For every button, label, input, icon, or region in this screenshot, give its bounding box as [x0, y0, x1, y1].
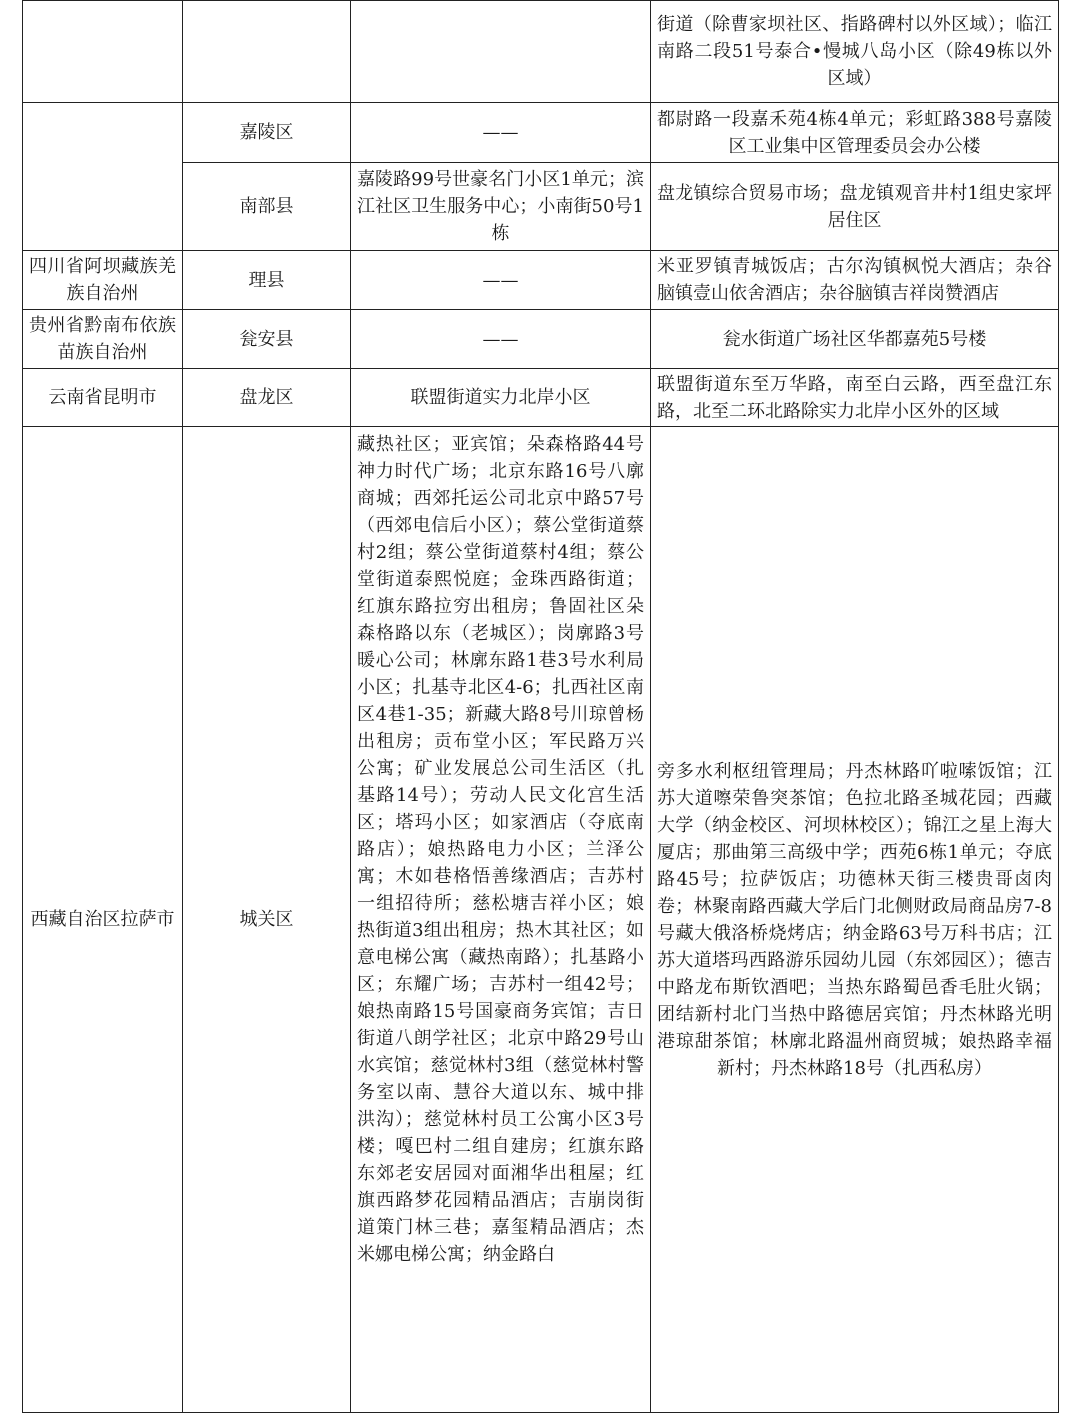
city-cell: 贵州省黔南布依族苗族自治州 [23, 310, 183, 369]
medium-risk-cell: 旁多水利枢纽管理局；丹杰林路吖啦嗦饭馆；江苏大道嚓荣鲁突茶馆；色拉北路圣城花园；西藏大学（纳金校区、河坝林校区）；锦江之星上海大厦店；那曲第三高级中学；西苑6栋1单元；夺底路45号；拉萨饭店；功德林天街三楼贵哥卤肉卷；林聚南路西藏大学后门北侧财政局商品房7-8号藏大俄洛桥烧烤店；纳金路63号万科书店；江苏大道塔玛西路游乐园幼儿园（东郊园区）；德吉中路龙布斯钦酒吧；当热东路蜀邑香毛肚火锅；团结新村北门当热中路德居宾馆；丹杰林路光明港琼甜茶馆；林廓北路温州商贸城；娘热路幸福新村；丹杰林路18号（扎西私房） [651, 427, 1059, 1413]
high-risk-cell: —— [351, 310, 651, 369]
table-row [23, 1, 1059, 103]
table-row [23, 369, 1059, 427]
district-cell [183, 1, 351, 103]
city-cell [23, 103, 183, 163]
medium-risk-cell: 都尉路一段嘉禾苑4栋4单元；彩虹路388号嘉陵区工业集中区管理委员会办公楼 [651, 103, 1059, 163]
high-risk-cell: 嘉陵路99号世豪名门小区1单元；滨江社区卫生服务中心；小南街50号1栋 [351, 163, 651, 251]
table-row [23, 103, 1059, 163]
district-cell: 南部县 [183, 163, 351, 251]
district-cell: 盘龙区 [183, 369, 351, 427]
medium-risk-cell: 米亚罗镇青城饭店；古尔沟镇枫悦大酒店；杂谷脑镇壹山依舍酒店；杂谷脑镇吉祥岗赞酒店 [651, 251, 1059, 310]
city-cell: 四川省阿坝藏族羌族自治州 [23, 251, 183, 310]
district-cell: 城关区 [183, 427, 351, 1413]
city-cell: 西藏自治区拉萨市 [23, 427, 183, 1413]
medium-risk-cell: 盘龙镇综合贸易市场；盘龙镇观音井村1组史家坪居住区 [651, 163, 1059, 251]
district-cell: 瓮安县 [183, 310, 351, 369]
medium-risk-cell: 街道（除曹家坝社区、指路碑村以外区域）；临江南路二段51号泰合•慢城八岛小区（除49栋以外区域） [651, 1, 1059, 103]
city-cell [23, 1, 183, 103]
medium-risk-cell: 瓮水街道广场社区华都嘉苑5号楼 [651, 310, 1059, 369]
district-cell: 理县 [183, 251, 351, 310]
table-row [23, 310, 1059, 369]
high-risk-cell: 藏热社区；亚宾馆；朵森格路44号神力时代广场；北京东路16号八廓商城；西郊托运公司北京中路57号（西郊电信后小区）；蔡公堂街道蔡村2组；蔡公堂街道蔡村4组；蔡公堂街道泰熙悦庭；金珠西路街道；红旗东路拉穷出租房；鲁固社区朵森格路以东（老城区）；岗廓路3号暖心公司；林廓东路1巷3号水利局小区；扎基寺北区4-6；扎西社区南区4巷1-35；新藏大路8号川琼曾杨出租房；贡布堂小区；军民路万兴公寓；矿业发展总公司生活区（扎基路14号）；劳动人民文化宫生活区；塔玛小区；如家酒店（夺底南路店）；娘热路电力小区；兰泽公寓；木如巷格悟善缘酒店；吉苏村一组招待所；慈松塘吉祥小区；娘热街道3组出租房；热木其社区；如意电梯公寓（藏热南路）；扎基路小区；东耀广场；吉苏村一组42号；娘热南路15号国豪商务宾馆；吉日街道八朗学社区；北京中路29号山水宾馆；慈觉林村3组（慈觉林村警务室以南、慧谷大道以东、城中排洪沟）；慈觉林村员工公寓小区3号楼；嘎巴村二组自建房；红旗东路东郊老安居园对面湘华出租屋；红旗西路梦花园精品酒店；吉崩岗街道策门林三巷；嘉玺精品酒店；杰米娜电梯公寓；纳金路白 [351, 427, 651, 1413]
high-risk-cell: 联盟街道实力北岸小区 [351, 369, 651, 427]
high-risk-cell: —— [351, 103, 651, 163]
city-cell [23, 163, 183, 251]
risk-area-table [22, 0, 1059, 1413]
medium-risk-cell: 联盟街道东至万华路，南至白云路，西至盘江东路，北至二环北路除实力北岸小区外的区域 [651, 369, 1059, 427]
high-risk-cell [351, 1, 651, 103]
table-row [23, 251, 1059, 310]
high-risk-cell: —— [351, 251, 651, 310]
table-row [23, 427, 1059, 1413]
district-cell: 嘉陵区 [183, 103, 351, 163]
table-row [23, 163, 1059, 251]
city-cell: 云南省昆明市 [23, 369, 183, 427]
